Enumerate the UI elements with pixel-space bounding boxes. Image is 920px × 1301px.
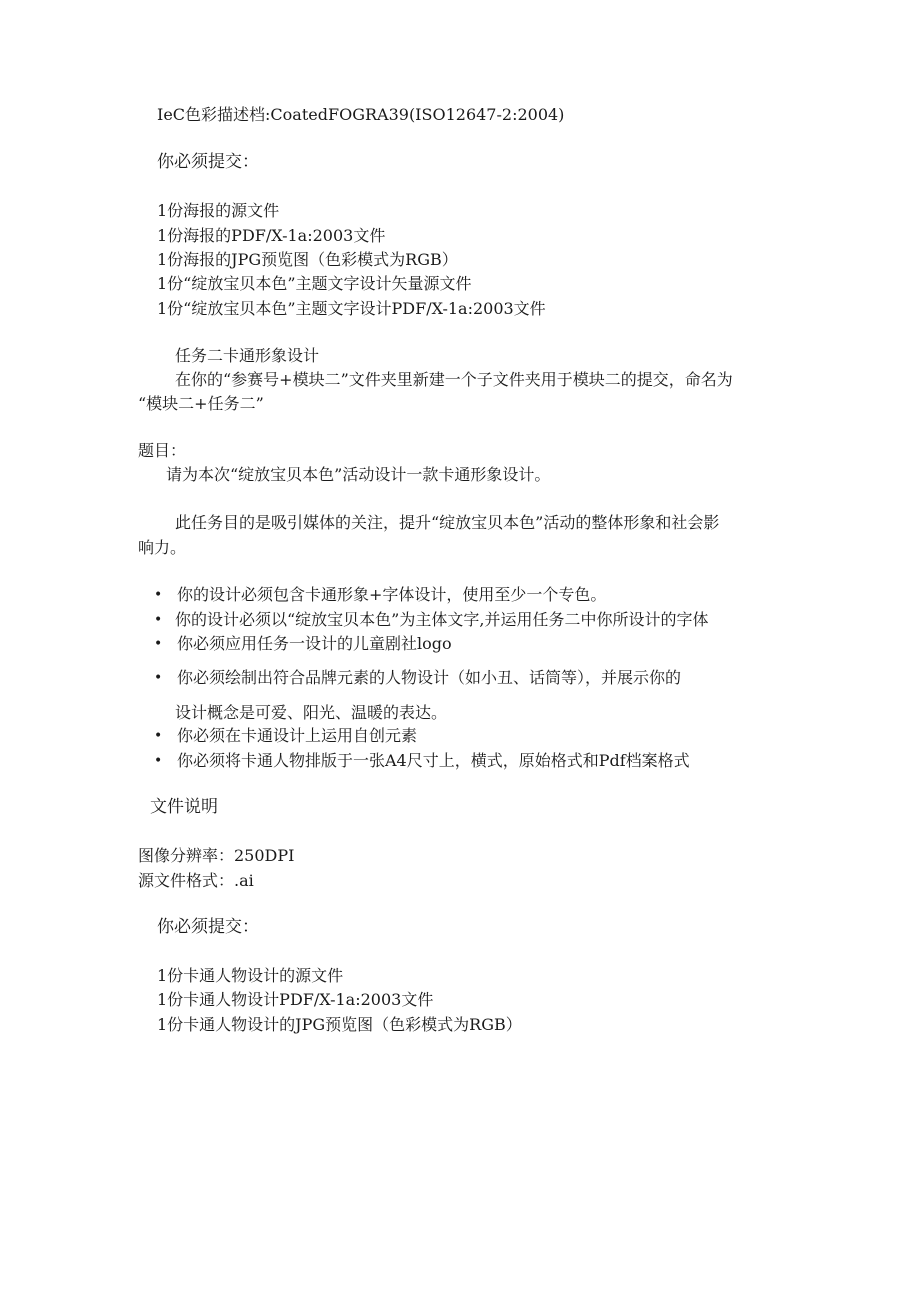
submit-item: 1份“绽放宝贝本色”主题文字设计矢量源文件 — [157, 274, 472, 293]
requirement-item: 你的设计必须以“绽放宝贝本色”为主体文字,并运用任务二中你所设计的字体 — [175, 610, 709, 629]
file-description-heading: 文件说明 — [150, 797, 218, 817]
requirement-item: 你必须绘制出符合品牌元素的人物设计（如小丑、话筒等），并展示你的 — [177, 668, 682, 687]
submit-item: 1份海报的源文件 — [157, 201, 280, 220]
bullet-icon: • — [154, 728, 163, 744]
submit-item: 1份海报的JPG预览图（色彩模式为RGB） — [157, 250, 458, 269]
submit-item: 1份卡通人物设计的源文件 — [157, 966, 344, 985]
submit-item: 1份卡通人物设计的JPG预览图（色彩模式为RGB） — [157, 1015, 522, 1034]
bullet-icon: • — [154, 636, 163, 652]
requirement-item: 你必须应用任务一设计的儿童剧社logo — [177, 634, 452, 653]
requirement-item: 你的设计必须包含卡通形象+字体设计，使用至少一个专色。 — [177, 585, 607, 604]
bullet-icon: • — [154, 670, 163, 686]
topic-label: 题目： — [138, 441, 187, 460]
requirement-item: 你必须在卡通设计上运用自创元素 — [177, 726, 418, 745]
submit-item: 1份海报的PDF/X-1a:2003文件 — [157, 226, 386, 245]
bullet-icon: • — [154, 587, 163, 603]
source-file-format: 源文件格式：.ai — [138, 871, 254, 890]
submit-heading: 你必须提交： — [157, 152, 259, 172]
folder-instruction: 在你的“参赛号+模块二”文件夹里新建一个子文件夹用于模块二的提交，命名为 — [175, 370, 733, 389]
image-resolution: 图像分辨率：250DPI — [138, 846, 295, 865]
submit-item: 1份“绽放宝贝本色”主题文字设计PDF/X-1a:2003文件 — [157, 299, 546, 318]
topic-text: 请为本次“绽放宝贝本色”活动设计一款卡通形象设计。 — [166, 465, 551, 484]
goal-paragraph: 此任务目的是吸引媒体的关注，提升“绽放宝贝本色”活动的整体形象和社会影 — [175, 513, 720, 532]
folder-instruction-cont: “模块二+任务二” — [138, 394, 264, 413]
requirement-continuation: 设计概念是可爱、阳光、温暖的表达。 — [175, 703, 448, 722]
goal-paragraph-cont: 响力。 — [138, 538, 187, 557]
task2-title: 任务二卡通形象设计 — [175, 346, 320, 365]
bullet-icon: • — [154, 753, 163, 769]
bullet-icon: • — [154, 612, 163, 628]
color-profile-line: IeC色彩描述档:CoatedFOGRA39(ISO12647-2:2004) — [157, 105, 565, 124]
submit-item: 1份卡通人物设计PDF/X-1a:2003文件 — [157, 990, 434, 1009]
submit-heading: 你必须提交： — [157, 917, 259, 937]
requirement-item: 你必须将卡通人物排版于一张A4尺寸上，横式，原始格式和Pdf档案格式 — [177, 751, 690, 770]
